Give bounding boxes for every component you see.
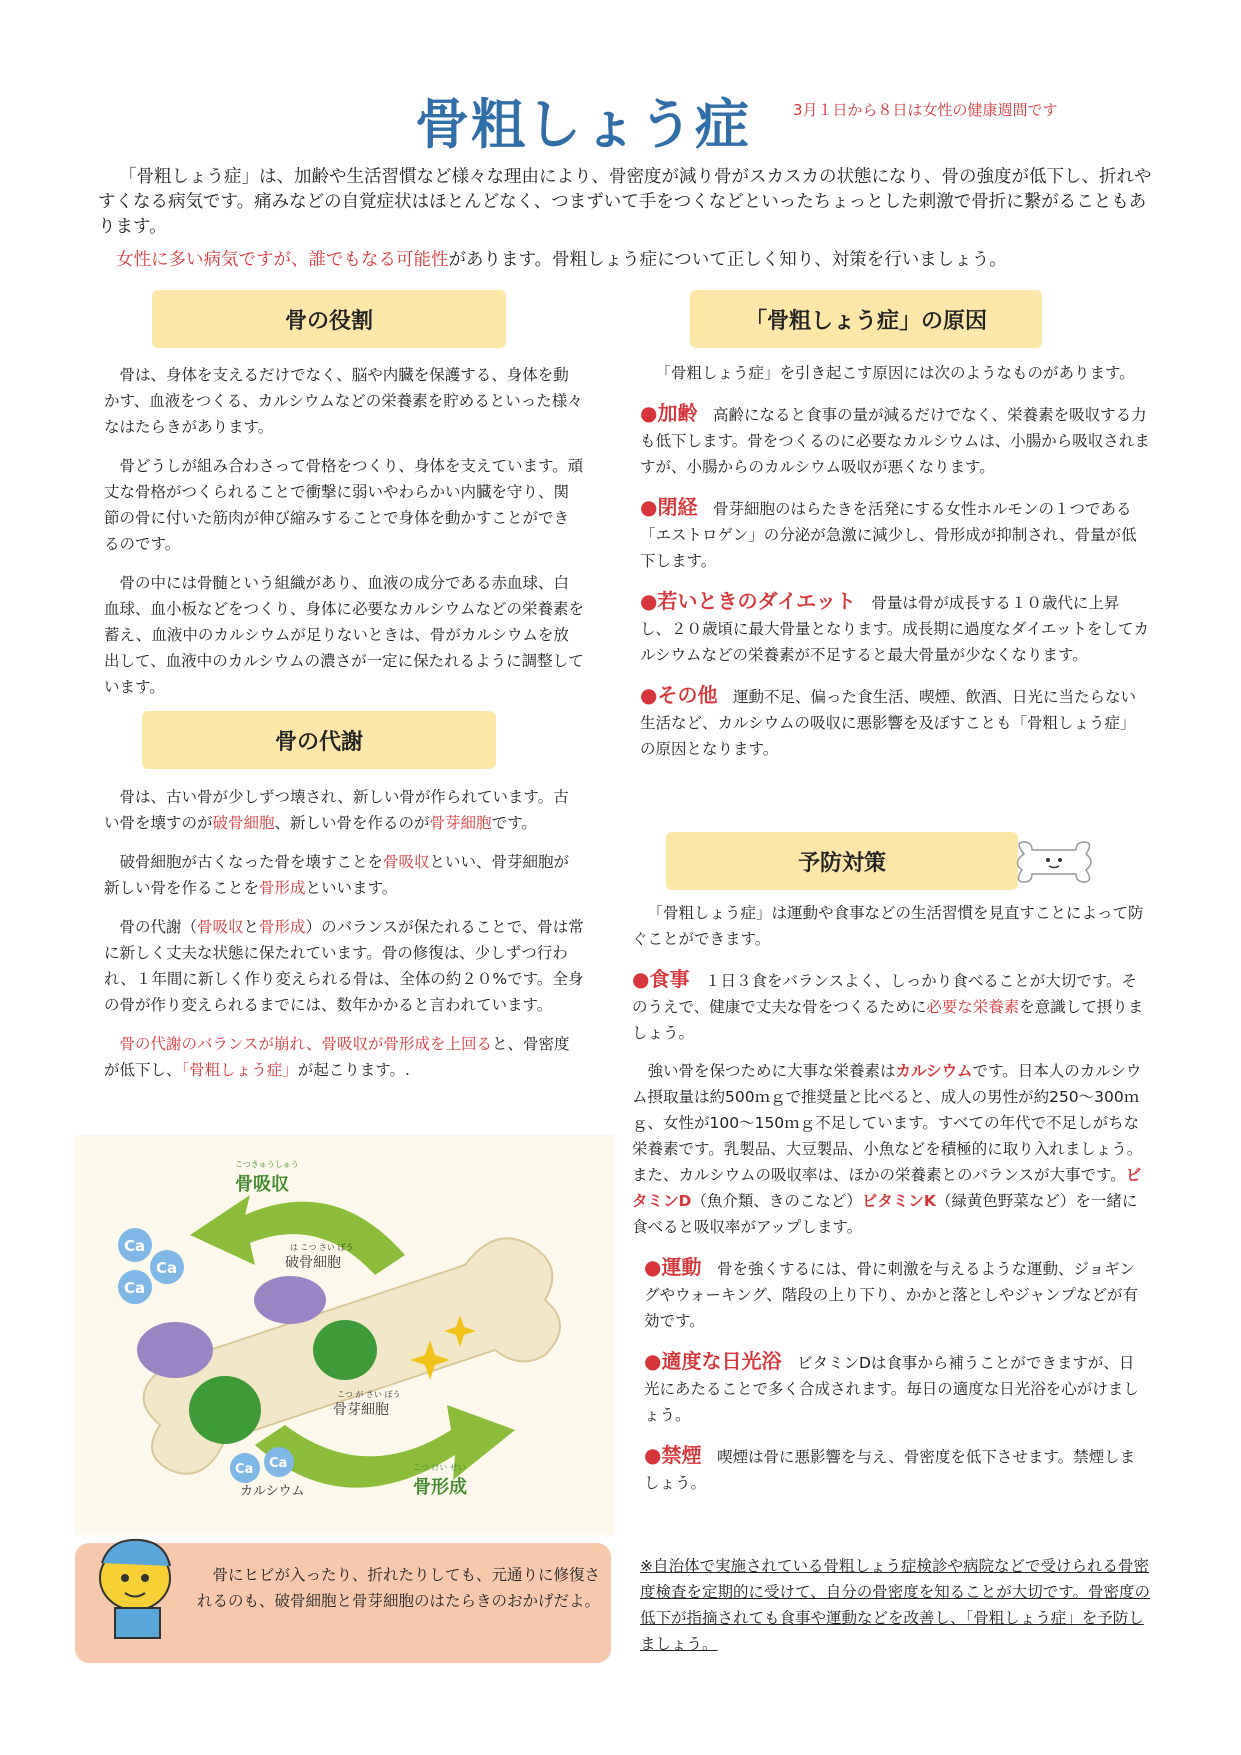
formation-term: 骨形成	[259, 918, 306, 936]
smiling-bone-icon	[1010, 838, 1098, 886]
cause-text: 高齢になると食事の量が減るだけでなく、栄養素を吸収する力も低下します。骨をつくるのに必要なカルシウムは、小腸から吸収されますが、小腸からのカルシウム吸収が悪くなります。	[640, 406, 1150, 476]
metabolism-paragraph-4	[104, 1031, 584, 1083]
intro-emphasis	[116, 248, 1156, 273]
no-smoking-title: ●禁煙	[644, 1443, 702, 1467]
bubble-text: 骨にヒビが入ったり、折れたりしても、元通りに修復されるのも、破骨細胞と骨芽細胞のはたらきのおかげだよ。	[197, 1566, 601, 1610]
text: （緑黄色野菜など）を一緒に食べると吸収率がアップします。	[632, 1192, 1138, 1236]
ca-label: Ca	[269, 1456, 288, 1471]
osteoblast-term: 骨芽細胞	[429, 814, 492, 832]
resorption-label: 骨吸収	[235, 1174, 289, 1195]
prevention-no-smoking	[632, 1442, 1147, 1496]
metabolism-paragraph-2	[104, 849, 584, 901]
intro-paragraph: 「骨粗しょう症」は、加齢や生活習慣など様々な理由により、骨密度が減り骨がスカスカの状態になり、骨の強度が低下し、折れやすくなる病気です。痛みなどの自覚症状はほとんどなく、つまずいて手をつくなどといったちょっとした刺激で骨折に繋がることもあります。	[98, 167, 1152, 237]
checkup-note: ※自治体で実施されている骨粗しょう症検診や病院などで受けられる骨密度検査を定期的に受けて、自分の骨密度を知ることが大切です。骨密度の低下が指摘されても食事や運動などを改善し、「骨粗しょう症」を予防しましょう。	[640, 1557, 1150, 1653]
prevention-calcium	[632, 1058, 1147, 1240]
cause-text: 骨量は骨が成長する１０歳代に上昇し、２０歳頃に最大骨量となります。成長期に過度なダイエットをしてカルシウムなどの栄養素が不足すると最大骨量が少なくなります。	[640, 594, 1150, 664]
intro-rest-text: があります。骨粗しょう症について正しく知り、対策を行いましょう。	[448, 250, 1007, 270]
text: と	[243, 918, 260, 936]
cause-item-diet	[640, 588, 1150, 668]
osteoclast-label: 破骨細胞	[285, 1255, 341, 1271]
text: ）のバランスが保たれることで、骨は常に新しく丈夫な状態に保たれています。骨の修復は、少しずつ行われ、１年間に新しく作り変えられる骨は、全体の約２０%です。全身の骨が作り変えられるまでには、数年かかると言われています。	[104, 918, 584, 1014]
text: １日３食をバランスよく、しっかり食べることが大切です。そのうえで、健康で丈夫な骨をつくるために	[632, 972, 1137, 1016]
bone-metabolism-illustration	[75, 1135, 615, 1535]
calcium-term: カルシウム	[895, 1062, 973, 1080]
resorption-term: 骨吸収	[197, 918, 244, 936]
cause-text: 運動不足、偏った食生活、喫煙、飲酒、日光に当たらない生活など、カルシウムの吸収に悪影響を及ぼすことも「骨粗しょう症」の原因となります。	[640, 688, 1136, 758]
cause-title: ●加齢	[640, 401, 698, 425]
text: を意識して摂りましょう。	[632, 998, 1144, 1042]
text: 強い骨を保つために大事な栄養素は	[647, 1062, 896, 1080]
text: 破骨細胞が古くなった骨を壊すことを	[119, 853, 384, 871]
text: 骨は、古い骨が少しずつ壊され、新しい骨が作られています。古い骨を壊すのが	[104, 788, 569, 832]
metabolism-paragraph-3	[104, 914, 584, 1018]
ca-label: Ca	[156, 1259, 178, 1277]
osteoclast-character-icon	[137, 1322, 213, 1378]
formation-label: 骨形成	[413, 1477, 467, 1498]
cause-item-menopause	[640, 494, 1150, 574]
text: です。	[491, 814, 537, 832]
osteoclast-ruby: は こつ さい ぼう	[290, 1243, 354, 1252]
ca-label: Ca	[235, 1462, 254, 1477]
text: が起こります。.	[297, 1061, 410, 1079]
osteoblast-character-icon	[189, 1376, 261, 1444]
osteoclast-term: 破骨細胞	[212, 814, 275, 832]
text: と、骨密度が低下し、	[104, 1035, 570, 1079]
ca-label: Ca	[124, 1279, 146, 1297]
vitamin-d-term: ビタミンD	[632, 1166, 1142, 1210]
metabolism-paragraph-1	[104, 784, 584, 836]
page-title: 骨粗しょう症	[415, 93, 751, 156]
role-paragraph-1: 骨は、身体を支えるだけでなく、脳や内臓を保護する、身体を動かす、血液をつくる、カルシウムなどの栄養素を貯めるといった様々なはたらきがあります。	[104, 366, 583, 436]
cause-item-aging	[640, 400, 1150, 480]
exercise-title: ●運動	[644, 1255, 702, 1279]
text: 骨の代謝（	[119, 918, 198, 936]
role-paragraph-2: 骨どうしが組み合わさって骨格をつくり、身体を支えています。頑丈な骨格がつくられることで衝撃に弱いやわらかい内臓を守り、関節の骨に付いた筋肉が伸び縮みすることで身体を動かすことができるのです。	[104, 457, 584, 553]
imbalance-text: 骨の代謝のバランスが崩れ、骨吸収が骨形成を上回る	[119, 1035, 492, 1053]
causes-heading: 「骨粗しょう症」の原因	[690, 290, 1042, 348]
cause-title: ●若いときのダイエット	[640, 589, 856, 613]
calcium-label: カルシウム	[240, 1484, 305, 1499]
nutrient-term: 必要な栄養素	[926, 998, 1020, 1016]
causes-intro: 「骨粗しょう症」を引き起こす原因には次のようなものがあります。	[655, 364, 1135, 382]
role-section	[104, 362, 584, 713]
mascot-character-icon	[80, 1528, 190, 1653]
vitamin-k-term: ビタミンK	[861, 1192, 936, 1210]
role-paragraph-3: 骨の中には骨髄という組織があり、血液の成分である赤血球、白血球、血小板などをつくり、身体に必要なカルシウムなどの栄養素を蓄え、血液中のカルシウムが足りないときは、骨がカルシウムを放出して、血液中のカルシウムの濃さが一定に保たれるように調整しています。	[104, 574, 584, 696]
text: といい、骨芽細胞が新しい骨を作ることを	[104, 853, 570, 897]
role-heading: 骨の役割	[152, 290, 506, 348]
prevention-section	[632, 900, 1147, 1496]
resorption-ruby: こつきゅうしゅう	[235, 1160, 299, 1169]
cause-title: ●閉経	[640, 495, 698, 519]
health-week-note: 3月１日から８日は女性の健康週間です	[793, 101, 1058, 119]
osteoblast-ruby: こつ が さい ぼう	[337, 1390, 401, 1399]
cause-title: ●その他	[640, 683, 718, 707]
osteoclast-character-icon	[254, 1276, 326, 1324]
ca-label: Ca	[124, 1237, 146, 1255]
prevention-heading: 予防対策	[666, 832, 1018, 890]
resorption-term: 骨吸収	[383, 853, 430, 871]
metabolism-heading: 骨の代謝	[142, 711, 496, 769]
metabolism-section	[104, 784, 584, 1096]
cause-text: 骨芽細胞のはらたきを活発にする女性ホルモンの１つである「エストロゲン」の分泌が急激に減少し、骨形成が抑制され、骨量が低下します。	[640, 500, 1137, 570]
text: 骨を強くするには、骨に刺激を与えるような運動、ジョギングやウォーキング、階段の上り下り、かかと落としやジャンプなどが有効です。	[644, 1260, 1138, 1330]
prevention-intro: 「骨粗しょう症」は運動や食事などの生活習慣を見直すことによって防ぐことができます。	[632, 904, 1144, 948]
formation-term: 骨形成	[259, 879, 306, 897]
text: といいます。	[305, 879, 398, 897]
prevention-diet	[632, 966, 1147, 1046]
text: 、新しい骨を作るのが	[274, 814, 430, 832]
intro-red-text: 女性に多い病気ですが、誰でもなる可能性	[116, 250, 449, 270]
cause-item-other	[640, 682, 1150, 762]
prevention-exercise	[632, 1254, 1147, 1334]
osteoblast-label: 骨芽細胞	[333, 1402, 389, 1418]
prevention-sunbath	[632, 1348, 1147, 1428]
diet-title: ●食事	[632, 967, 690, 991]
causes-section	[640, 360, 1150, 762]
osteoporosis-term: 「骨粗しょう症」	[181, 1061, 298, 1079]
text: ビタミンDは食事から補うことができますが、日光にあたることで多く合成されます。毎日の適度な日光浴を心がけましょう。	[644, 1354, 1139, 1424]
formation-ruby: こつ けい せい	[413, 1463, 466, 1472]
sunbath-title: ●適度な日光浴	[644, 1349, 782, 1373]
text: 喫煙は骨に悪影響を与え、骨密度を低下させます。禁煙しましょう。	[644, 1448, 1136, 1492]
text: （魚介類、きのこなど）	[691, 1192, 862, 1210]
text: です。日本人のカルシウム摂取量は約500ｍｇで推奨量と比べると、成人の男性が約250～300ｍｇ、女性が100～150ｍｇ不足しています。すべての年代で不足しがちな栄養素です。乳製品、大豆製品、小魚などを積極的に取り入れましょう。また、カルシウムの吸収率は、ほかの栄養素とのバランスが大事です。	[632, 1062, 1143, 1184]
osteoblast-character-icon	[313, 1320, 377, 1380]
